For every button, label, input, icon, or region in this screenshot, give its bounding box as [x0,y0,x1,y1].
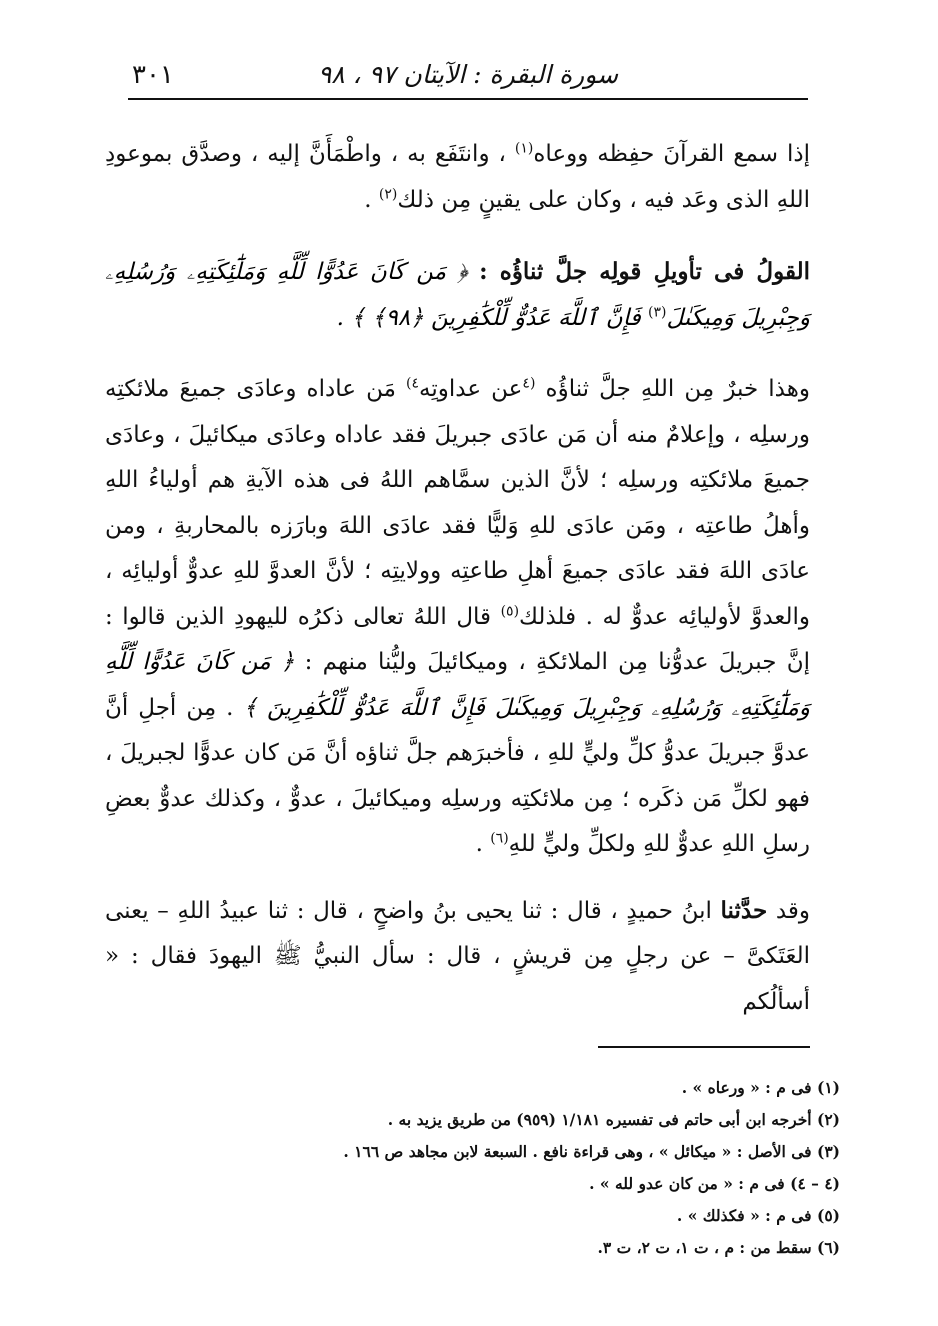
footnote-separator [598,1046,810,1048]
quran-verse-1a: ﴿ مَن كَانَ عَدُوًّا لِّلَّهِ وَمَلَٰٓئِكَتِهِۦ وَرُسُلِهِۦ وَجِبْرِيلَ وَمِيكَىٰلَ [105,259,810,331]
paragraph-3-text-d: قال اللهُ تعالى ذكرُه لليهودِ الذين قالوا : إنَّ جبريلَ عدوُّنا مِن الملائكةِ ، وميكائيلَ وليُّنا منهم : [105,603,810,675]
footnote-4: (٤ – ٤) فى م : « من كان عدو لله » . [589,1174,840,1193]
paragraph-4-text-b: ابنُ حميدٍ ، قال : ثنا يحيى بنُ واضحٍ ، قال : ثنا عبيدُ اللهِ – يعنى العَتَكىَّ – عن رجلٍ مِن قريشٍ ، قال : سأل النبيُّ ﷺ اليهودَ فقال : « أسألُكم [105,897,810,1015]
paragraph-4-bold: حدَّثنا [720,896,768,924]
running-head [128,56,808,100]
paragraph-3-text-b: عن عداوتِه [419,376,523,402]
paragraph-3-text-e: . مِن أجلِ أنَّ عدوَّ جبريلَ عدوُّ كلِّ وليٍّ للهِ ، فأخبرَهم جلَّ ثناؤه أنَّ مَن كان عدوًّا لجبريلَ ، فهو لكلِّ مَن ذكَره ؛ مِن ملائكتِه ورسلِه وميكائيلَ ، عدوٌّ ، وكذلك عدوٌّ بعضِ رسلِ اللهِ عدوٌّ للهِ ولكلِّ وليٍّ للهِ [105,694,810,857]
paragraph-2 [105,249,810,341]
footnote-6: (٦) سقط من : م ، ت ١، ت ٢، ت ٣. [597,1238,840,1257]
footnote-5: (٥) فى م : « فكذلك » . [676,1206,840,1225]
paragraph-1-text-end: . [364,186,379,213]
paragraph-1-text: إذا سمع القرآنَ حفِظه ووعاه [533,141,810,167]
footnote-2: (٢) أخرجه ابن أبى حاتم فى تفسيره ١/١٨١ (٩٥٩) من طريق يزيد به . [387,1110,840,1129]
paragraph-4-text-a: وقد [767,897,810,924]
paragraph-4 [105,888,810,1026]
footnote-ref-1: (١) [514,140,534,157]
footnote-3: (٣) فى الأصل : « ميكائل » ، وهى قراءة نافع . السبعة لابن مجاهد ص ١٦٦ . [343,1142,840,1161]
page-number: ٣٠١ [132,60,174,90]
footnote-ref-4-close: ٤) [406,375,420,392]
footnote-ref-3: (٣) [648,303,667,320]
footnote-ref-4-open: (٤ [522,375,536,392]
quran-verse-2: ﴿ مَن كَانَ عَدُوًّا لِّلَّهِ وَمَلَٰٓئِكَتِهِۦ وَرُسُلِهِۦ وَجِبْرِيلَ وَمِيكَىٰلَ فَإِنَّ ٱللَّهَ عَدُوٌّ لِّلْكَٰفِرِينَ ﴾ [105,649,810,721]
paragraph-3-text-c: مَن عاداه وعادَى جميعَ ملائكتِه ورسلِه ، وإعلامٌ منه أن مَن عادَى جبريلَ فقد عاداه وعادَى ميكائيلَ ، وعادَى جميعَ ملائكتِه ورسلِه ؛ لأنَّ الذين سمَّاهم اللهُ فى هذه الآيةِ هم أولياءُ اللهِ وأهلُ طاعتِه ، ومَن عادَى للهِ وَليًّا فقد عادَى اللهَ وبارَزه بالمحاربةِ ، ومن عادَى اللهَ فقد عادَى جميعَ أهلِ طاعتِه وولايتِه ؛ لأنَّ العدوَّ للهِ عدوٌّ أوليائِه ، والعدوَّ لأوليائِه عدوٌّ له . فلذلك [105,376,810,630]
footnote-ref-2: (٢) [378,185,398,202]
section-heading: القولُ فى تأويلِ قولِه جلَّ ثناؤُه : [479,258,810,285]
main-text [105,132,810,1025]
paragraph-3-text-a: وهذا خبرٌ مِن اللهِ جلَّ ثناؤُه [535,376,810,402]
paragraph-3-text-f: . [475,831,491,857]
quran-verse-1b: فَإِنَّ ٱللَّهَ عَدُوٌّ لِّلْكَٰفِرِينَ ﴿٩٨﴾ ﴾ . [336,304,649,331]
footnote-1: (١) فى م : « ورعاه » . [681,1078,840,1097]
footnotes [105,1072,840,1264]
footnote-ref-6: (٦) [490,830,509,847]
running-head-title: سورة البقرة : الآيتان ٩٧ ، ٩٨ [317,60,619,89]
footnote-ref-5: (٥) [500,602,520,619]
paragraph-1-text-mid: ، وانتَفَع به ، واطْمَأَنَّ إليه ، وصدَّق بموعودِ اللهِ الذى وعَد فيه ، وكان على يقينٍ مِن ذلك [105,141,810,213]
paragraph-1 [105,132,810,223]
paragraph-3 [105,367,810,868]
